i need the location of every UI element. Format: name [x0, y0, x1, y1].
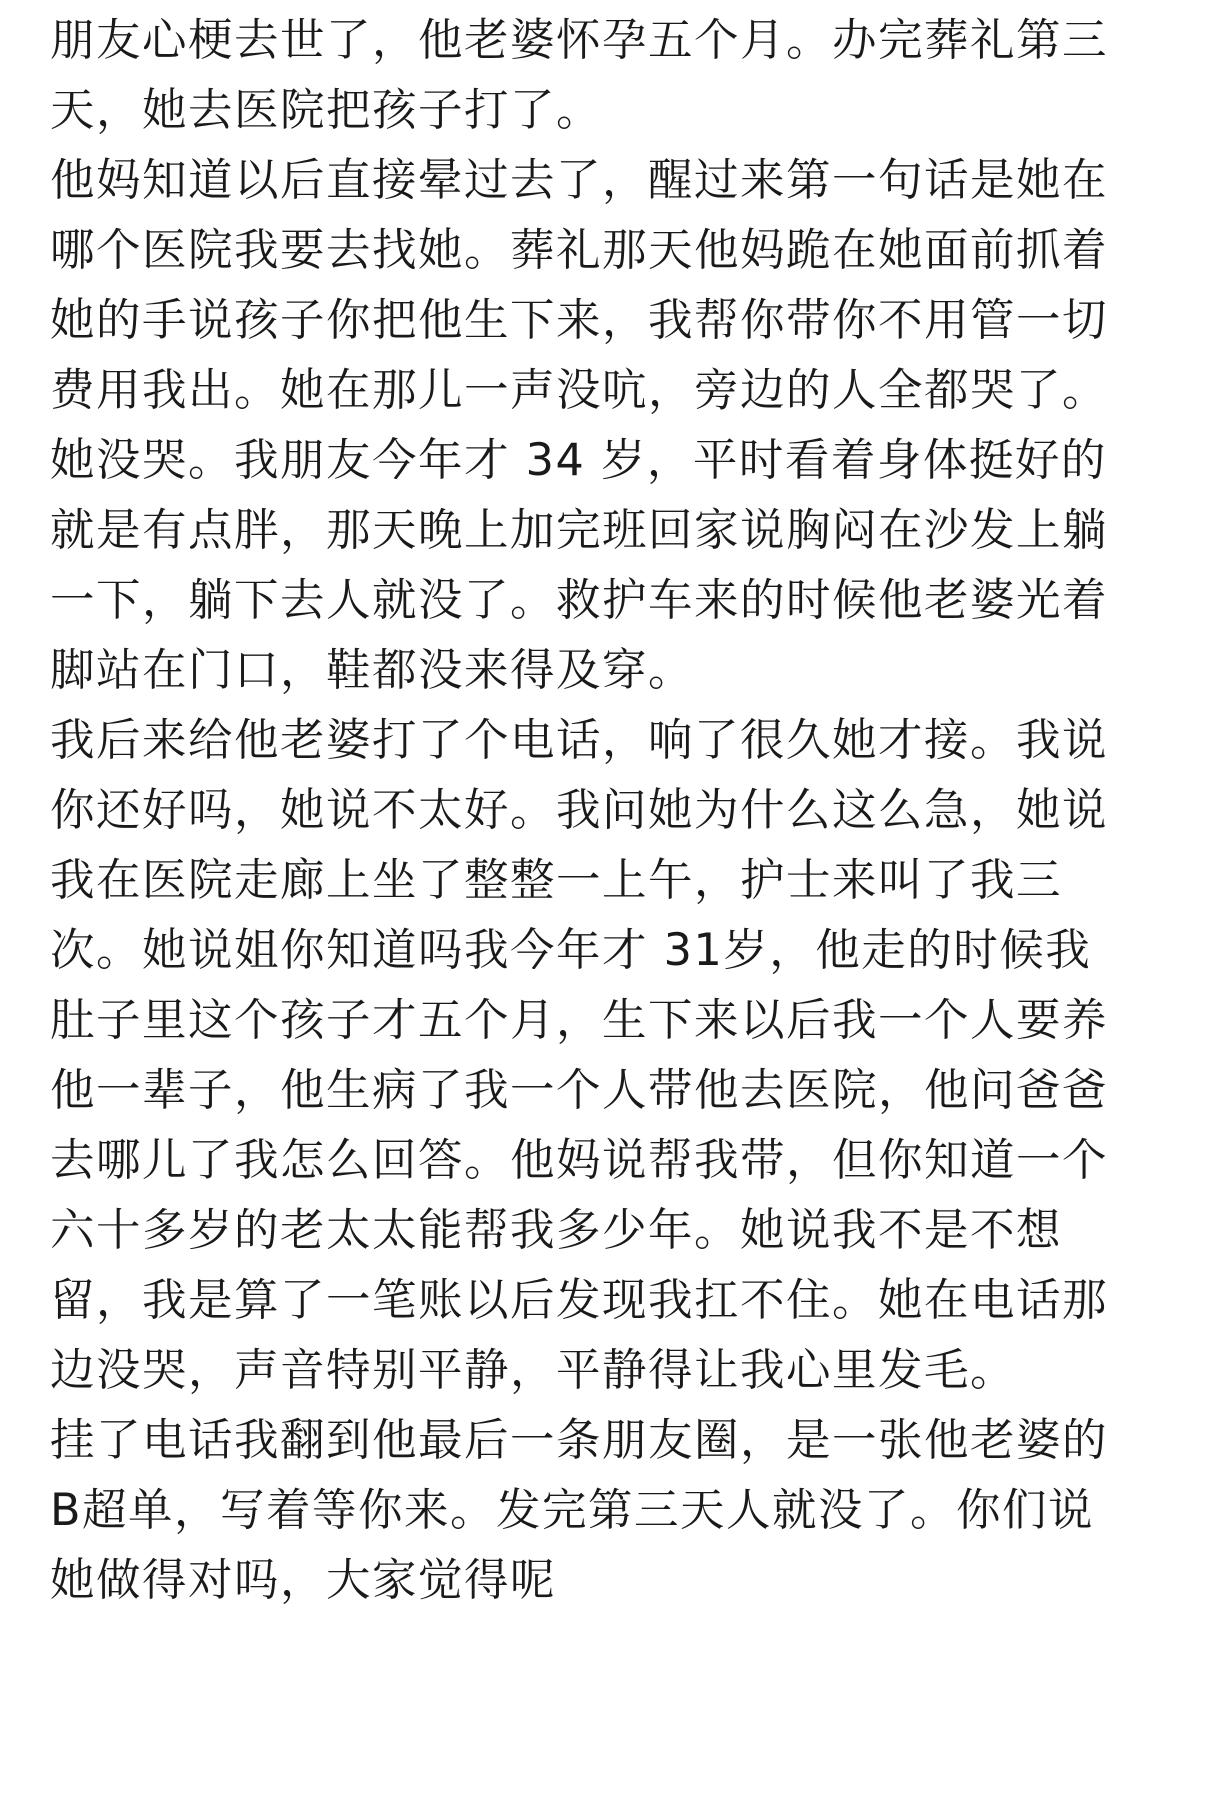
- post-text-line: 肚子里这个孩子才五个月，生下来以后我一个人要养: [50, 995, 1109, 1046]
- post-text-line: 边没哭，声音特别平静，平静得让我心里发毛。: [50, 1345, 1017, 1396]
- post-text-line: 费用我出。她在那儿一声没吭，旁边的人全都哭了。: [50, 365, 1109, 416]
- post-text-line: 脚站在门口，鞋都没来得及穿。: [50, 645, 695, 696]
- post-text-line: 她的手说孩子你把他生下来，我帮你带你不用管一切: [50, 295, 1109, 346]
- post-text-line: 他妈知道以后直接晕过去了，醒过来第一句话是她在: [50, 155, 1109, 206]
- post-text-line: 她没哭。我朋友今年才 34 岁，平时看着身体挺好的: [50, 435, 1107, 486]
- post-text-line: 哪个医院我要去找她。葬礼那天他妈跪在她面前抓着: [50, 225, 1109, 276]
- post-text-line: 留，我是算了一笔账以后发现我扛不住。她在电话那: [50, 1275, 1109, 1326]
- post-text-line: 就是有点胖，那天晚上加完班回家说胸闷在沙发上躺: [50, 505, 1109, 556]
- post-text-line: 去哪儿了我怎么回答。他妈说帮我带，但你知道一个: [50, 1135, 1109, 1186]
- post-text-line: 我后来给他老婆打了个电话，响了很久她才接。我说: [50, 715, 1109, 766]
- post-text-line: 六十多岁的老太太能帮我多少年。她说我不是不想: [50, 1205, 1063, 1256]
- post-text-line: 天，她去医院把孩子打了。: [50, 85, 603, 136]
- post-text-line: 我在医院走廊上坐了整整一上午，护士来叫了我三: [50, 855, 1063, 906]
- post-text-line: 你还好吗，她说不太好。我问她为什么这么急，她说: [50, 785, 1109, 836]
- post-text-line: B超单，写着等你来。发完第三天人就没了。你们说: [50, 1485, 1095, 1536]
- post-text-line: 朋友心梗去世了，他老婆怀孕五个月。办完葬礼第三: [50, 15, 1109, 66]
- post-text-line: 一下，躺下去人就没了。救护车来的时候他老婆光着: [50, 575, 1109, 626]
- post-text-line: 次。她说姐你知道吗我今年才 31岁，他走的时候我: [50, 925, 1092, 976]
- post-text-line: 他一辈子，他生病了我一个人带他去医院，他问爸爸: [50, 1065, 1109, 1116]
- post-text-line: 挂了电话我翻到他最后一条朋友圈，是一张他老婆的: [50, 1415, 1109, 1466]
- post-text-line: 她做得对吗，大家觉得呢: [50, 1555, 557, 1606]
